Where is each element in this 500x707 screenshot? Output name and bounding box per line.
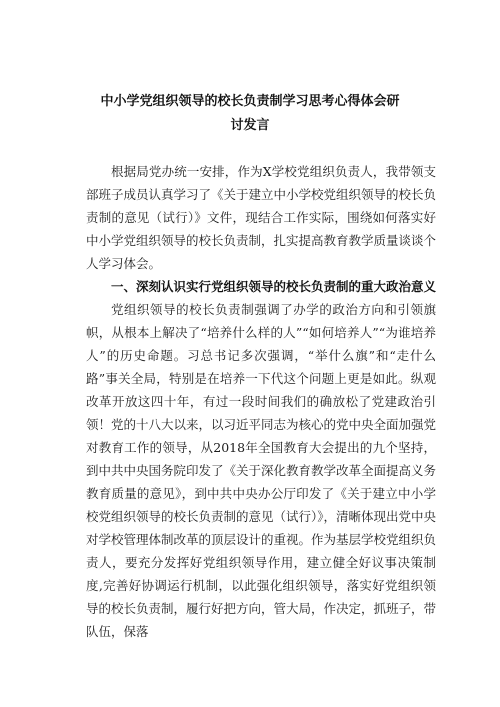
section-1-heading: 一、深刻认识实行党组织领导的校长负责制的重大政治意义 xyxy=(111,279,437,294)
document-body xyxy=(86,160,436,643)
title-line-1: 中小学党组织领导的校长负责制学习思考心得体会研 xyxy=(100,94,400,109)
intro-paragraph: 根据局党办统一安排，作为X学校党组织负责人，我带领支部班子成员认真学习了《关于建立中小学校党组织领导的校长负责制的意见（试行）》文件，现结合工作实际，围绕如何落实好中小学党组织领导的校长负责制，扎实提高教育教学质量谈谈个人学习体会。 xyxy=(86,164,437,271)
section-1-paragraph: 党组织领导的校长负责制强调了办学的政治方向和引领旗帜，从根本上解决了“培养什么样的人”“如何培养人”“为谁培养人”的历史命题。习总书记多次强调，“举什么旗”和“走什么路”事关全局，特别是在培养一下代这个问题上更是如此。纵观改革开放这四十年，有过一段时间我们的确放松了党建政治引领！党的十八大以来，以习近平同志为核心的党中央全面加强党对教育工作的领导，从2018年全国教育大会提出的九个坚持，到中共中央国务院印发了《关于深化教育教学改革全面提高义务教育质量的意见》，到中共中央办公厅印发了《关于建立中小学校党组织领导的校长负责制的意见（试行）》，清晰体现出党中央对学校管理体制改革的顶层设计的重视。作为基层学校党组织负责人，要充分发挥好党组织领导作用，建立健全好议事决策制度,完善好协调运行机制，以此强化组织领导，落实好党组织领导的校长负责制，履行好把方向，管大局，作决定，抓班子，带队伍，保落 xyxy=(86,302,437,639)
title-line-2: 讨发言 xyxy=(230,118,270,133)
document-title xyxy=(0,90,500,138)
